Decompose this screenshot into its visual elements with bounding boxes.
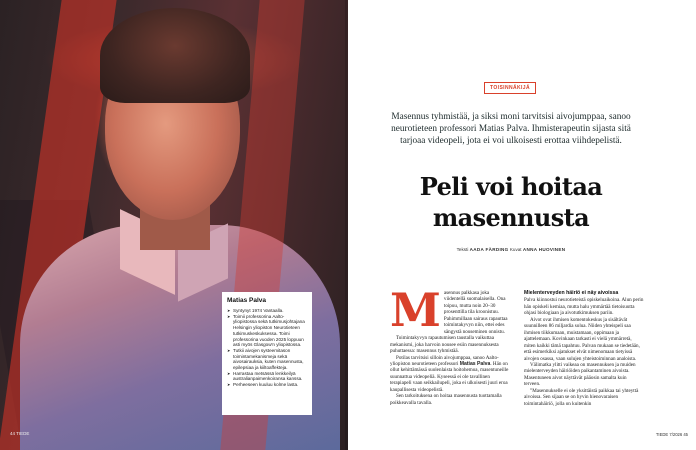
byline [388, 247, 634, 252]
article-title [368, 171, 654, 233]
infobox-item: ➤ Harrastaa metsässä lenkkeilyä australianpaimenkoiransa kanssa. [227, 371, 307, 382]
title-line-1: Peli voi hoitaa [419, 172, 603, 201]
page-number-right: TIEDE 7/2026 45 [655, 432, 688, 437]
infobox-item: ➤ Toimii professorina Aalto-yliopistossa sekä tutkimusjohtajana Helsingin yliopiston Neurotieteen tutkimuskeskuksessa. Toimi professorina vuoden 2025 loppuun asti myös Glasgow'n yliopistossa. [227, 314, 307, 348]
article-column-1 [390, 283, 510, 406]
paragraph: Aivot ovat ihmisen komentokeskus ja sisältävät suunnilleen 86 miljardia solua. Niiden yhteispeli saa ihmisen tiikkumaan, muistamaan, oppimaan ja ajattelemaan. Kovinkaan tarkasti ei vielä ymmärretä, miten kaikki tämä tapahtuu. Palvan mukaan se tiedetään, että esimerkiksi ajatukset elvät nimenomaan tietyissä aivojen osassa, vaan solujen yhteistoiminnan analoista. [524, 316, 640, 362]
article-page [348, 0, 696, 450]
byline-author: AADA FÄRDING [469, 247, 509, 252]
article-lede: Masennus tyhmistää, ja siksi moni tarvitsisi aivojumppaa, sanoo neurotieteen professori Matias Palva. Ihmisterapeutin sijasta sitä tarjoaa videopeli, jota ei voi ulkoisesti erottaa viihdepelistä. [391, 112, 631, 146]
paragraph: Toimintakyvyn rapautumisen taustalla vaikuttaa mekanismi, joka harvoin nousee esiin masennuksesta puhuttaessa: masennus tyhmistää. [390, 335, 499, 355]
infobox-list [227, 308, 307, 388]
drop-cap: M [390, 283, 441, 337]
byline-photographer: ANNA HUOVINEN [522, 247, 566, 252]
infobox-item: ➤ Syntynyt 1974 Vantaalla. [227, 308, 307, 314]
dropcap-paragraph [390, 283, 510, 337]
byline-photo-label: Kuvat [509, 247, 522, 252]
paragraph: Välimatka ylitti vaikeaa on masennuksen ja muiden mielenterveyden häiriöiden paikantaminen aivoista. Masentuneen aivot näyttävät pääosin samalta kuin terveen. [524, 361, 636, 388]
paragraph: asennus palkkasa joka viidentellä suomalaisella. Ona toipuu, mutta noin 20–30 prosenttilla tila kroonistuu. Pahimmillaan sairaus rapauttaa toimintakyvyn niin, ettei edes sängystä nouseminen onnistu. [443, 290, 508, 335]
infobox-item: ➤ Perheeseen kuuluu kolme lasta. [227, 382, 307, 388]
infobox-title: Matias Palva [227, 297, 267, 304]
section-tag: TOISINNÄKIJÄ [484, 82, 536, 94]
byline-text-label: Teksti [456, 247, 469, 252]
page-number-left: 44 TIEDE [10, 431, 30, 436]
profile-infobox [222, 292, 312, 415]
paragraph: Sen tarkoituksena on hoitaa masennusta tuottamalla poikkeavalla tavalla. [390, 393, 502, 406]
subheading: Mielenterveyden häiriö ei näy aivoissa [524, 290, 619, 296]
paragraph-text: . Hän on ollut kehittämässä suolenlaista hoitohemoa, masentuneille suunnattua videopeliä. Kyseessä ei ole tavallinen terapiapeli vaan seikkailupeli, joka ei ulkoisesti juuri eroa kaupallisesta videopelistä. [390, 360, 509, 393]
paragraph-text: Potilas tarvitsisi silloin aivojumppaa, sanoo Aalto-yliopiston neurotieteen professori [390, 354, 499, 367]
photo-hair [100, 8, 250, 103]
paragraph: ”Masennukselle ei ole yksittäistä paikkaa tai yhteyttä aivoissa. Sen sijaan se on hyvin hienovaraisen toimintahäiriö, jolla on kuitenkin [524, 387, 639, 407]
infobox-item: ➤ Tutkii aivojen systeemitason toimintamekanismeja sekä aivosairauksia, kuten masennusta, epilepsiaa ja kiiltoaffekteja. [227, 348, 307, 371]
title-line-2: masennusta [432, 203, 590, 232]
person-name: Matias Palva [459, 360, 491, 367]
paragraph [390, 355, 510, 394]
paragraph: Palva kiinnostui neurotieteistä opiskeluaikoina. Alun perin hän opiskeli kemiaa, mutta halu ymmärtää tietoisuutta ohjasi biologiaan ja aivotutkimuksen pariin. [524, 297, 644, 317]
article-column-2 [524, 290, 644, 407]
